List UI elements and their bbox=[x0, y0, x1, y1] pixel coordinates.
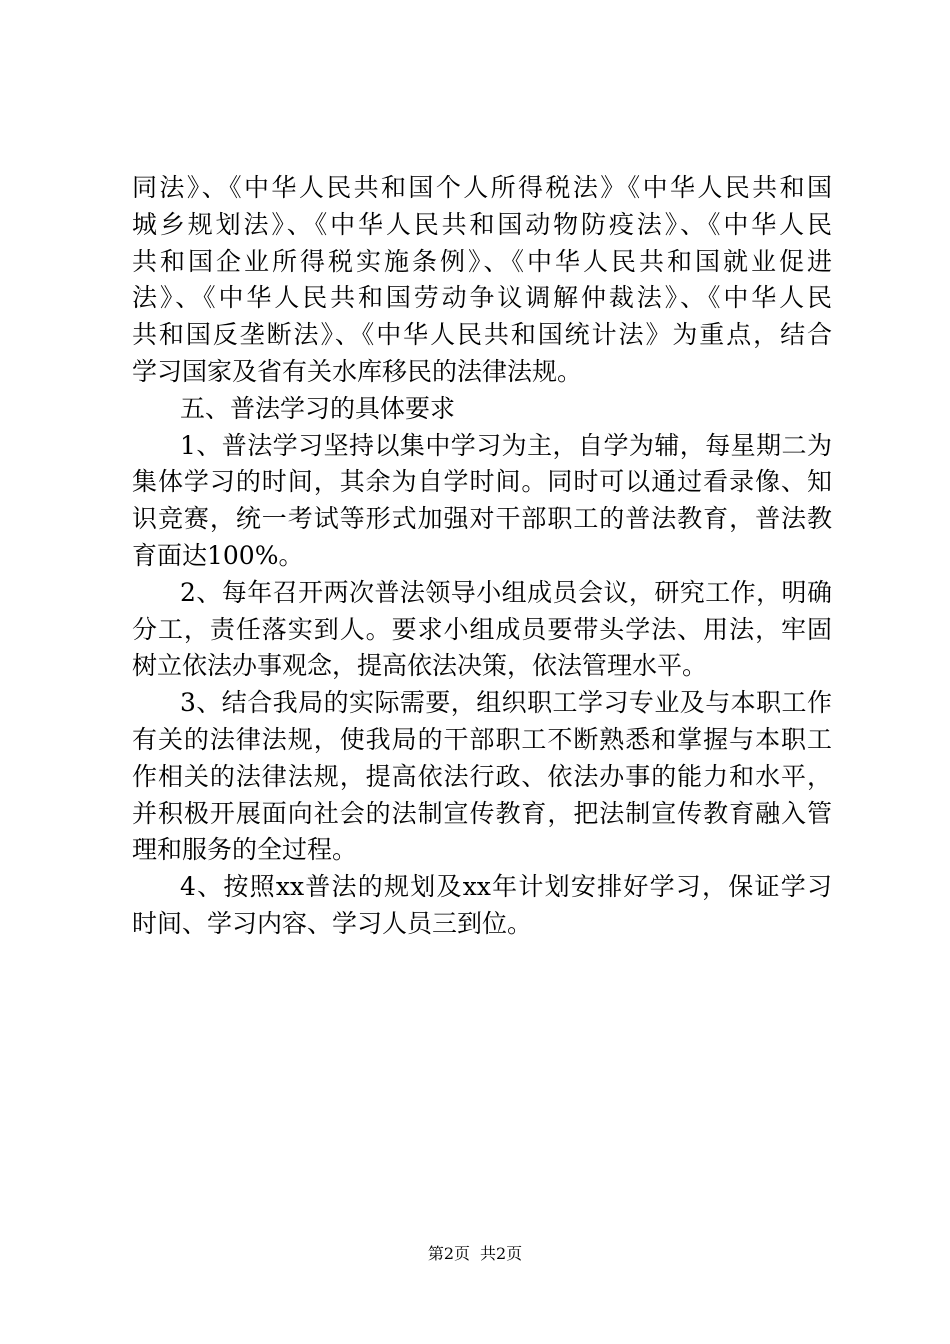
text-line: 时间、学习内容、学习人员三到位。 bbox=[132, 908, 533, 938]
text-line: 理和服务的全过程。 bbox=[132, 835, 358, 865]
text-line: 作相关的法律法规，提高依法行政、依法办事的能力和水平， bbox=[132, 761, 832, 791]
text-line: 树立依法办事观念，提高依法决策，依法管理水平。 bbox=[132, 651, 708, 681]
text-line: 同法》、《中华人民共和国个人所得税法》《中华人民共和国 bbox=[132, 173, 832, 202]
text-line: 学习国家及省有关水库移民的法律法规。 bbox=[132, 356, 583, 386]
text-line: 法》、《中华人民共和国劳动争议调解仲裁法》、《中华人民 bbox=[132, 283, 832, 313]
text-line: 城乡规划法》、《中华人民共和国动物防疫法》、《中华人民 bbox=[132, 209, 832, 239]
page-number-current: 第2页 bbox=[427, 1244, 470, 1263]
text-line: 共和国反垄断法》、《中华人民共和国统计法》为重点，结合 bbox=[132, 320, 832, 350]
text-line: 五、普法学习的具体要求 bbox=[180, 393, 456, 423]
page-footer bbox=[0, 1242, 950, 1266]
text-line: 3、结合我局的实际需要，组织职工学习专业及与本职工作 bbox=[180, 688, 832, 718]
document-body bbox=[132, 170, 832, 943]
text-line: 识竞赛，统一考试等形式加强对干部职工的普法教育，普法教 bbox=[132, 504, 832, 534]
text-line: 分工，责任落实到人。要求小组成员要带头学法、用法，牢固 bbox=[132, 614, 832, 644]
text-line: 2、每年召开两次普法领导小组成员会议，研究工作，明确 bbox=[180, 577, 832, 607]
page-number-total: 共2页 bbox=[480, 1244, 523, 1263]
text-line: 1、普法学习坚持以集中学习为主，自学为辅，每星期二为 bbox=[180, 430, 832, 460]
text-line: 4、按照xx普法的规划及xx年计划安排好学习，保证学习 bbox=[180, 872, 832, 902]
text-line: 育面达100%。 bbox=[132, 540, 304, 570]
text-line: 并积极开展面向社会的法制宣传教育，把法制宣传教育融入管 bbox=[132, 798, 832, 828]
text-line: 有关的法律法规，使我局的干部职工不断熟悉和掌握与本职工 bbox=[132, 724, 832, 754]
text-line: 共和国企业所得税实施条例》、《中华人民共和国就业促进 bbox=[132, 246, 832, 276]
text-line: 集体学习的时间，其余为自学时间。同时可以通过看录像、知 bbox=[132, 467, 832, 497]
